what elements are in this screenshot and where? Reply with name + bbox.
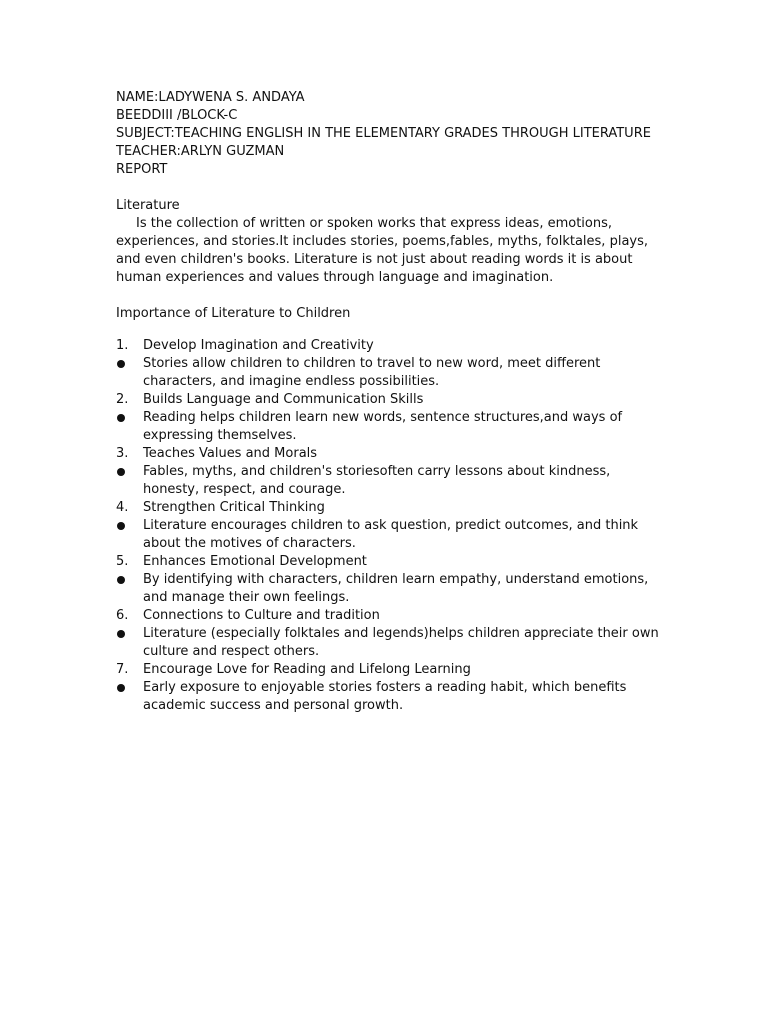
item-number: 2. — [116, 392, 129, 407]
list-item-number — [116, 445, 663, 463]
item-title: Develop Imagination and Creativity — [143, 338, 374, 353]
item-detail: Literature (especially folktales and legends)helps children appreciate their own culture and respect others. — [143, 626, 659, 659]
item-title: Builds Language and Communication Skills — [143, 392, 424, 407]
report-label: REPORT — [116, 162, 168, 177]
importance-list — [116, 337, 658, 715]
bullet-icon — [117, 468, 125, 476]
item-number: 6. — [116, 608, 129, 623]
student-section: BEEDDIII /BLOCK-C — [116, 108, 238, 123]
item-detail: Literature encourages children to ask question, predict outcomes, and think about the motives of characters. — [143, 518, 639, 551]
item-number: 3. — [116, 446, 129, 461]
list-item-bullet — [116, 463, 663, 499]
item-number: 5. — [116, 554, 129, 569]
bullet-icon — [117, 576, 125, 584]
item-title: Enhances Emotional Development — [143, 554, 367, 569]
item-title: Strengthen Critical Thinking — [143, 500, 325, 515]
literature-heading: Literature — [116, 198, 180, 213]
list-item-number — [116, 607, 663, 625]
bullet-icon — [117, 522, 125, 530]
list-item-number — [116, 661, 663, 679]
item-number: 1. — [116, 338, 129, 353]
importance-heading: Importance of Literature to Children — [116, 306, 351, 321]
item-title: Connections to Culture and tradition — [143, 608, 380, 623]
list-item-bullet — [116, 409, 663, 445]
bullet-icon — [117, 684, 125, 692]
teacher-line: TEACHER:ARLYN GUZMAN — [116, 144, 285, 159]
item-title: Encourage Love for Reading and Lifelong Learning — [143, 662, 471, 677]
item-detail: Fables, myths, and children's storiesoften carry lessons about kindness, honesty, respect, and courage. — [143, 464, 611, 497]
spacer — [116, 179, 658, 197]
item-detail: Early exposure to enjoyable stories fosters a reading habit, which benefits academic success and personal growth. — [143, 680, 627, 713]
list-item-bullet — [116, 571, 663, 607]
student-name: NAME:LADYWENA S. ANDAYA — [116, 90, 305, 105]
bullet-icon — [117, 360, 125, 368]
item-title: Teaches Values and Morals — [143, 446, 318, 461]
list-item-number — [116, 391, 663, 409]
item-detail: Reading helps children learn new words, sentence structures,and ways of expressing themselves. — [143, 410, 623, 443]
spacer — [116, 323, 658, 337]
list-item-number — [116, 337, 663, 355]
list-item-bullet — [116, 679, 663, 715]
item-detail: By identifying with characters, children learn empathy, understand emotions, and manage their own feelings. — [143, 572, 649, 605]
spacer — [116, 287, 658, 305]
subject-line: SUBJECT:TEACHING ENGLISH IN THE ELEMENTARY GRADES THROUGH LITERATURE — [116, 126, 651, 141]
bullet-icon — [117, 414, 125, 422]
item-detail: Stories allow children to children to travel to new word, meet different characters, and imagine endless possibilities. — [143, 356, 601, 389]
list-item-bullet — [116, 355, 663, 391]
bullet-icon — [117, 630, 125, 638]
list-item-bullet — [116, 517, 663, 553]
list-item-bullet — [116, 625, 663, 661]
list-item-number — [116, 499, 663, 517]
item-number: 7. — [116, 662, 129, 677]
list-item-number — [116, 553, 663, 571]
item-number: 4. — [116, 500, 129, 515]
literature-definition: Is the collection of written or spoken works that express ideas, emotions, experiences, and stories.It includes stories, poems,fables, myths, folktales, plays, and even children's books. Literature is not just about reading words it is about human experiences and values through language and imagination. — [116, 216, 649, 285]
